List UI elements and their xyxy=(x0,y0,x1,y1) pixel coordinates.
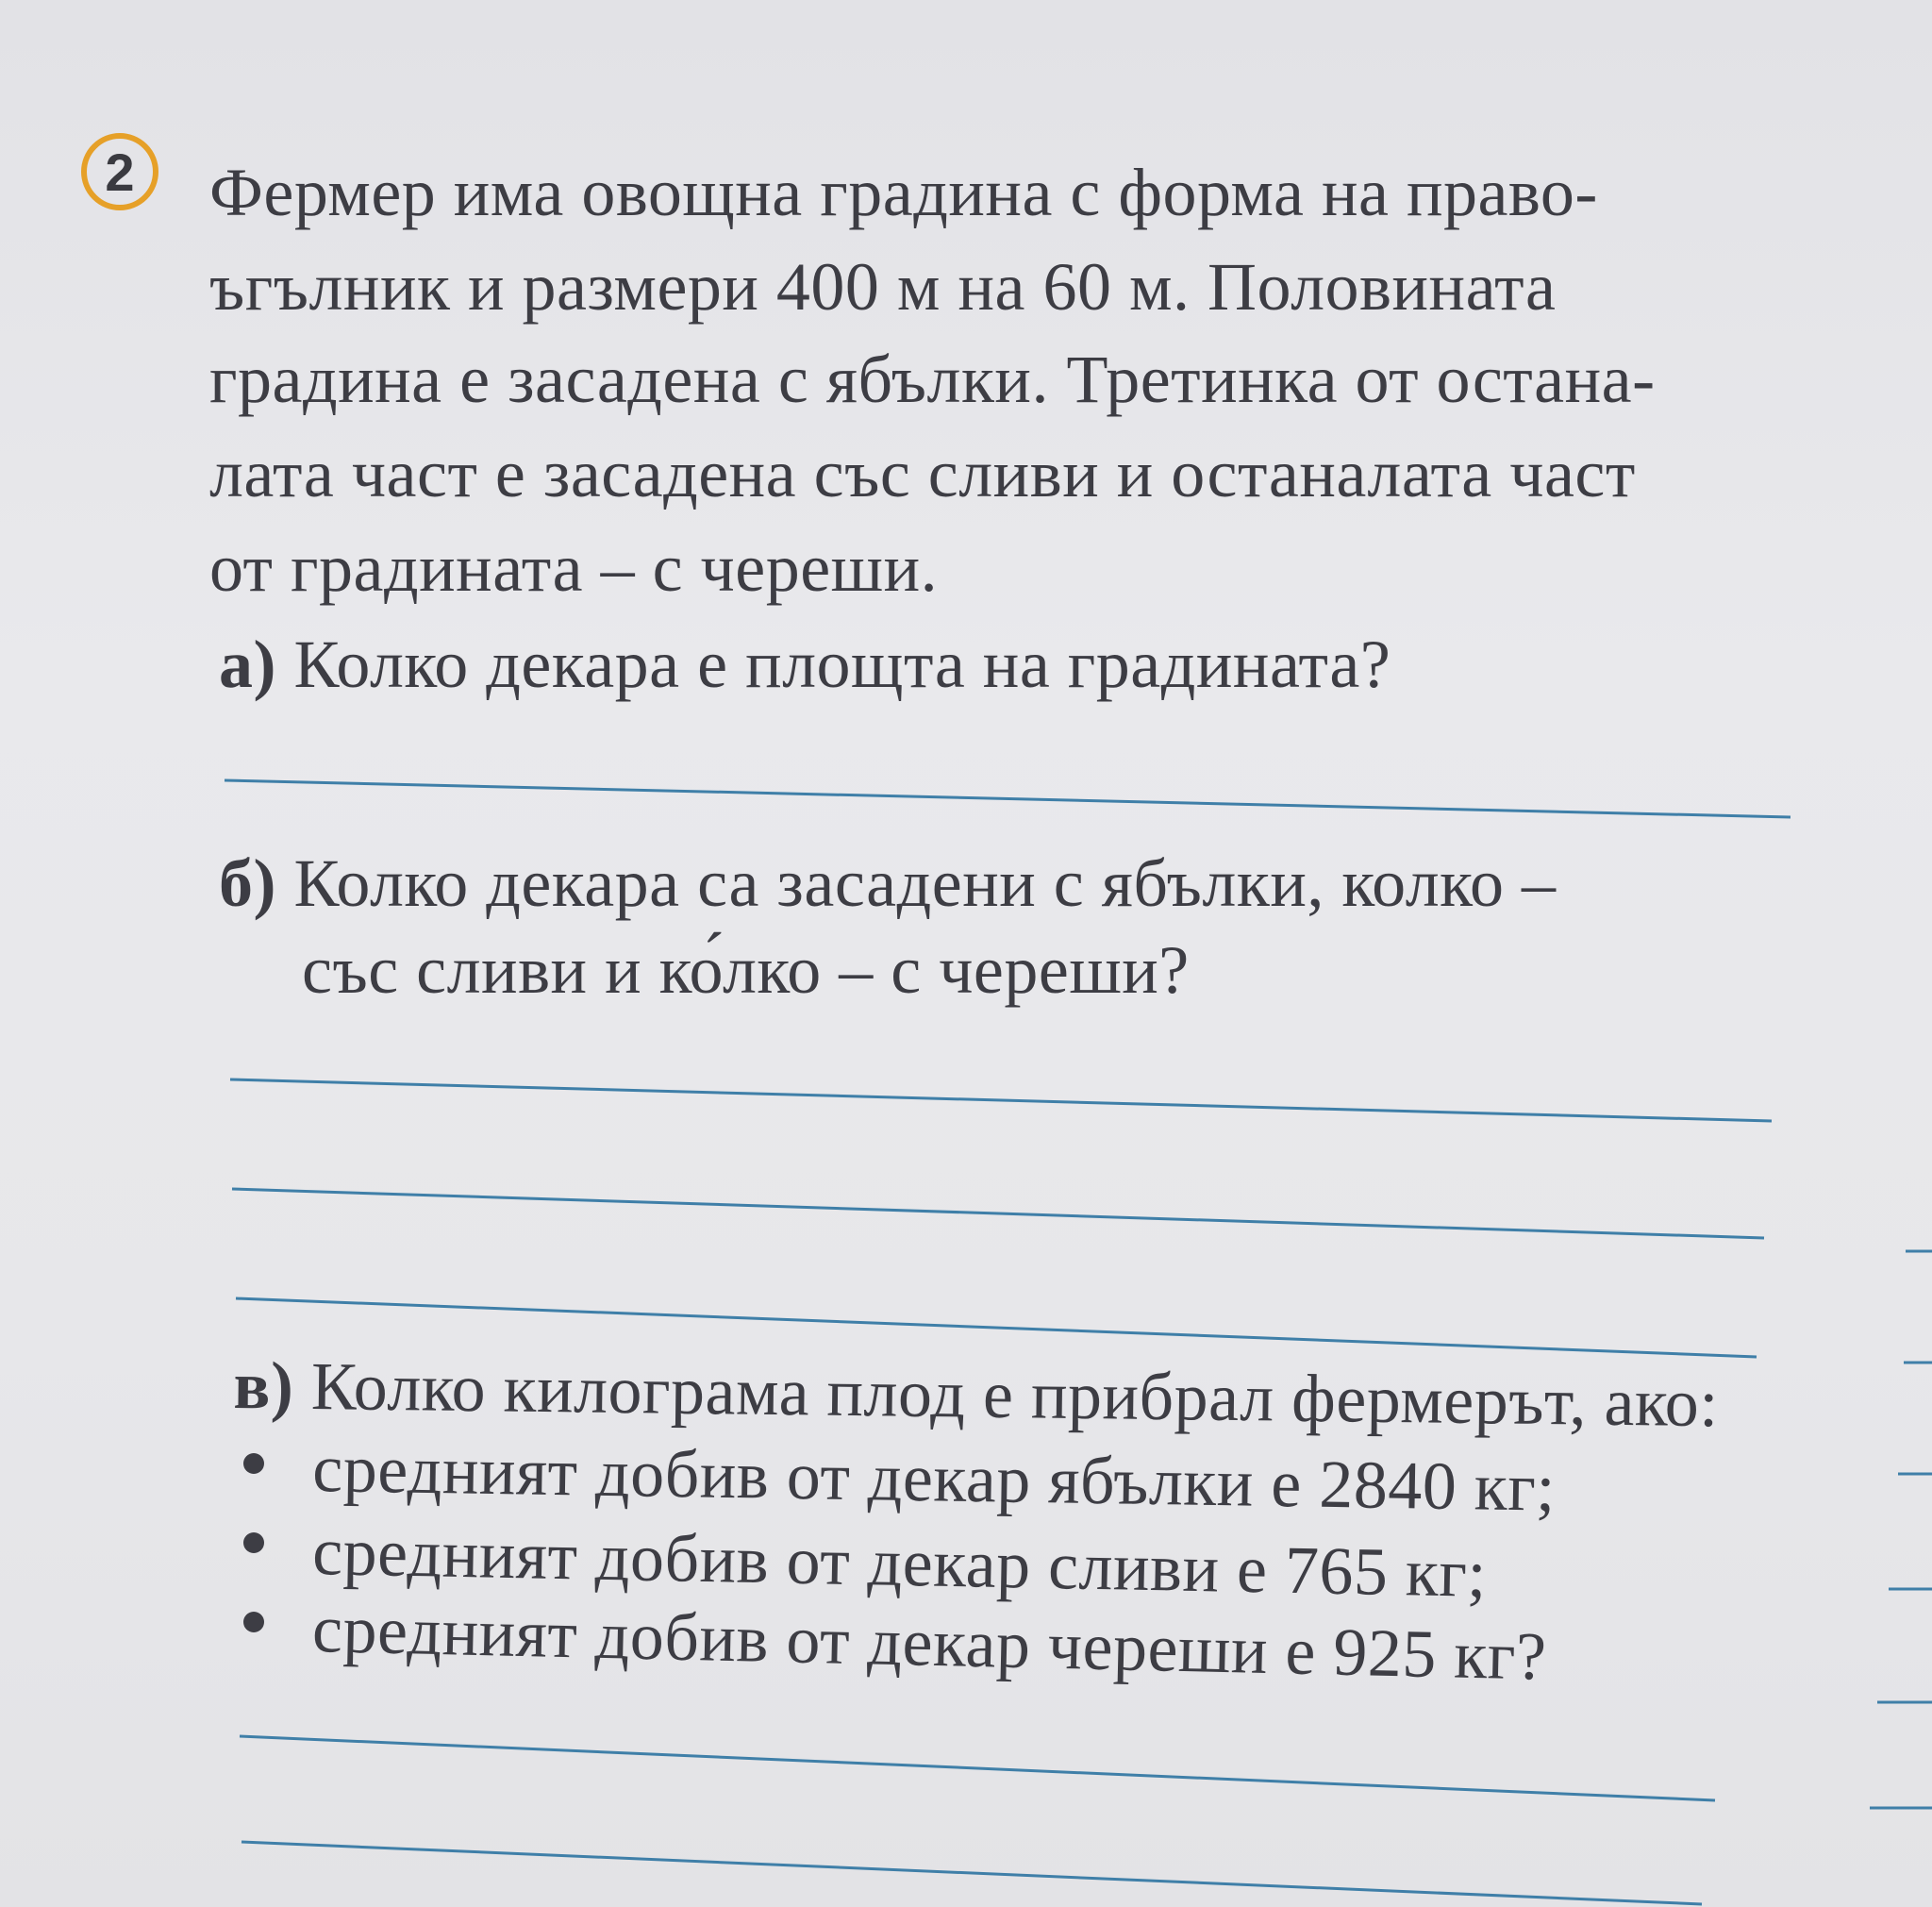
question-b-label: б) xyxy=(219,845,276,921)
task-text-line-4: лата част е засадена със сливи и останалата част xyxy=(209,436,1636,511)
task-text-line-5: от градината – с череши. xyxy=(209,530,939,606)
task-text-line-1: Фермер има овощна градина с форма на право- xyxy=(209,155,1598,230)
bullet-item-2: средният добив от декар сливи е 765 кг; xyxy=(311,1514,1488,1612)
question-b-text: Колко декара са засадени с ябълки, колко – xyxy=(293,845,1557,921)
task-text-line-3: градина е засадена с ябълки. Третинка от остана- xyxy=(209,342,1656,417)
task-text-line-2: ъгълник и размери 400 м на 60 м. Половината xyxy=(209,249,1557,325)
answer-line-b-1[interactable] xyxy=(230,1079,1772,1121)
question-a-label: а) xyxy=(219,627,276,702)
answer-line-b-3[interactable] xyxy=(236,1298,1757,1357)
answer-line-c-1[interactable] xyxy=(240,1736,1715,1800)
question-b-line-2: със сливи и ко́лко – с череши? xyxy=(302,932,1190,1008)
question-a-text: Колко декара е площта на градината? xyxy=(293,627,1391,702)
answer-line-b-2[interactable] xyxy=(232,1189,1764,1238)
bullet-item-3: средният добив от декар череши е 925 кг? xyxy=(311,1591,1548,1695)
task-number: 2 xyxy=(105,142,135,202)
answer-line-c-2[interactable] xyxy=(242,1842,1702,1904)
question-c-label: в) xyxy=(233,1347,294,1424)
bullet-item-1: средният добив от декар ябълки е 2840 кг; xyxy=(311,1430,1557,1526)
question-c-text: Колко килограма плод е прибрал фермерът, ако: xyxy=(310,1348,1720,1442)
answer-line-a[interactable] xyxy=(225,780,1790,817)
